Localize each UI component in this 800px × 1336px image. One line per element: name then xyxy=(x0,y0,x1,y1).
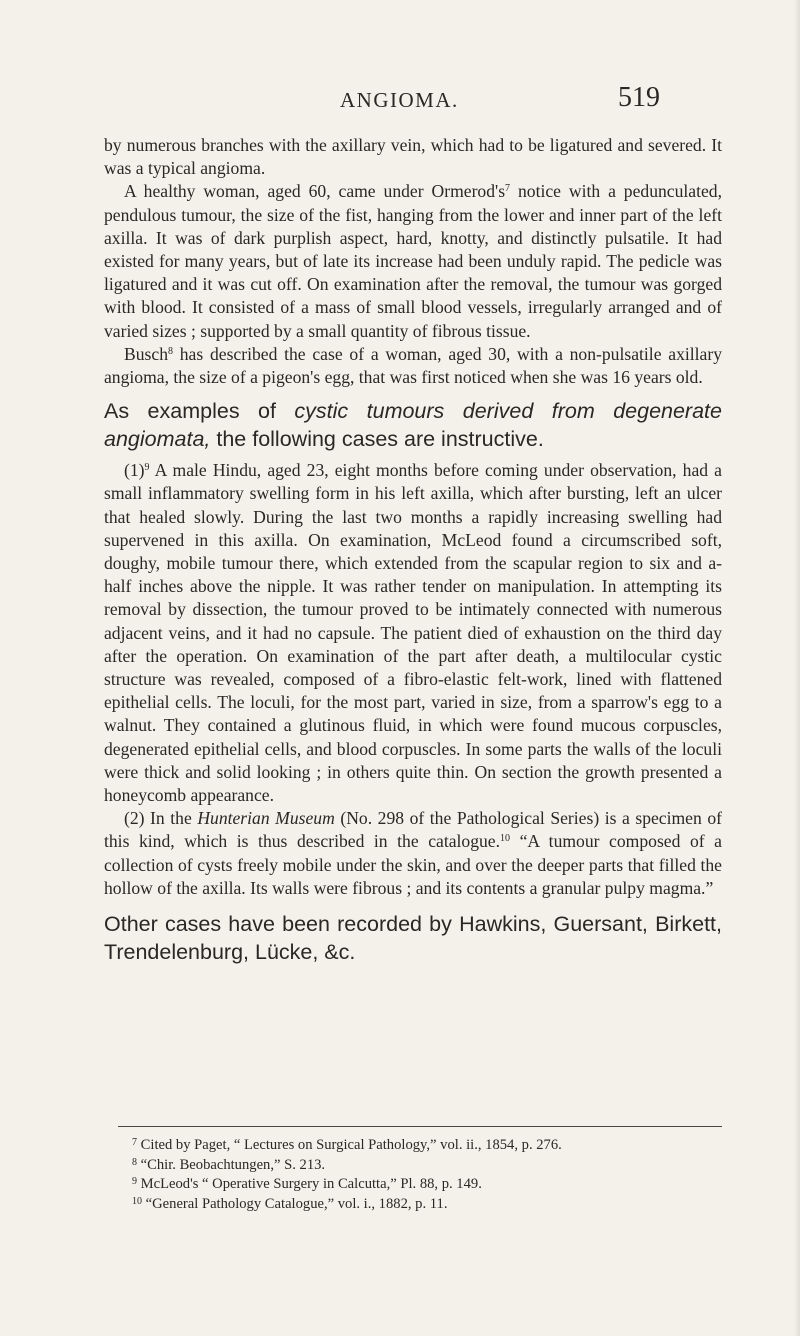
footnote xyxy=(132,1136,722,1156)
museum-name: Hunterian Museum xyxy=(197,808,335,829)
case-text: A male Hindu, aged 23, eight months before coming under observation, had a small inflammatory swelling form in his left axilla, which after bursting, left an ulcer that healed slowly. During the last two months a rapidly increasing swelling had supervened in this axilla. On examination, McLeod found a circumscribed soft, doughy, mobile tumour there, which extended from the scapular region to six and a-half inches above the nipple. It was rather tender on manipulation. In attempting its removal by dissection, the tumour proved to be intimately connected with numerous adjacent veins, and it had no capsule. The patient died of exhaustion on the third day after the operation. On examination of the part after death, a multilocular cystic structure was revealed, composed of a fibro-elastic felt-work, lined with flattened epithelial cells. The loculi, for the most part, varied in size, from a sparrow's egg to a walnut. They contained a glutinous fluid, in which were found mucous corpuscles, degenerated epithelial cells, and blood corpuscles. In some parts the walls of the loculi were thick and solid looking ; in others quite thin. On section the growth presented a honeycomb appearance. xyxy=(104,460,722,806)
footnote-number: 7 xyxy=(132,1137,137,1148)
running-head: ANGIOMA. xyxy=(340,88,459,112)
footnote-ref: 8 xyxy=(167,345,173,357)
paragraph xyxy=(104,180,722,342)
footnote-ref: 9 xyxy=(144,462,150,474)
footnote-number: 8 xyxy=(132,1156,137,1168)
section-intro-italic: cystic tumours derived from degenerate angiomata, xyxy=(104,399,722,452)
footnote-number: 9 xyxy=(132,1176,137,1188)
paragraph-text: A healthy woman, aged 60, came under Ormerod's xyxy=(124,181,506,202)
paragraph: by numerous branches with the axillary vein, which had to be ligatured and severed. It was a typical angioma. xyxy=(104,135,722,179)
page-number: 519 xyxy=(618,82,660,113)
footnote xyxy=(132,1156,722,1176)
footnote-ref: 7 xyxy=(505,183,511,195)
case-2 xyxy=(104,807,722,900)
paragraph xyxy=(104,343,722,389)
footnote-text: McLeod's “ Operative Surgery in Calcutta,” Pl. 88, p. 149. xyxy=(140,1176,482,1193)
case-number: (1) xyxy=(124,460,145,481)
paragraph-text: has described the case of a woman, aged 30, with a non-pulsatile axillary angioma, the size of a pigeon's egg, that was first noticed when she was 16 years old. xyxy=(104,343,722,388)
paragraph-text: notice with a pedunculated, pendulous tumour, the size of the fist, hanging from the lower and inner part of the left axilla. It was of dark purplish aspect, hard, knotty, and distinctly pulsatile. It had existed for many years, but of late its increase had been unduly rapid. The pedicle was ligatured and it was cut off. On examination after the removal, the tumour was gorged with blood. It consisted of a mass of small blood vessels, irregularly arranged and of varied sizes ; supported by a small quantity of fibrous tissue. xyxy=(104,181,722,341)
catalogue-quote: “A tumour composed of a collection of cysts freely mobile under the skin, and over the deeper parts that filled the hollow of the axilla. Its walls were fibrous ; and its contents a granular pulpy magma.” xyxy=(104,831,722,898)
closing-paragraph: Other cases have been recorded by Hawkins, Guersant, Birkett, Trendelenburg, Lücke, &c. xyxy=(104,912,722,965)
footnote xyxy=(132,1175,722,1195)
footnote-ref: 10 xyxy=(500,833,511,845)
footnote xyxy=(132,1195,722,1215)
body-text xyxy=(104,134,722,972)
footnote-text: “Chir. Beobachtungen,” S. 213. xyxy=(140,1156,326,1173)
case-text: (No. 298 of the Pathological Series) is a specimen of this kind, which is thus described in the catalogue. xyxy=(104,808,722,852)
footnote-text: Cited by Paget, “ Lectures on Surgical Pathology,” vol. ii., 1854, p. 276. xyxy=(140,1137,562,1153)
case-1 xyxy=(104,459,722,807)
footnotes xyxy=(132,1136,722,1214)
footnote-divider xyxy=(118,1126,722,1127)
section-intro xyxy=(104,397,722,453)
footnote-number: 10 xyxy=(132,1195,142,1207)
section-intro-text: As examples of xyxy=(104,399,295,424)
case-text: (2) In the xyxy=(124,808,198,829)
footnote-text: “General Pathology Catalogue,” vol. i., 1882, p. 11. xyxy=(145,1195,448,1212)
page-edge xyxy=(794,0,800,1336)
page-header xyxy=(0,82,800,124)
section-intro-text: the following cases are instructive. xyxy=(210,427,544,452)
paragraph-text: Busch xyxy=(124,343,168,364)
